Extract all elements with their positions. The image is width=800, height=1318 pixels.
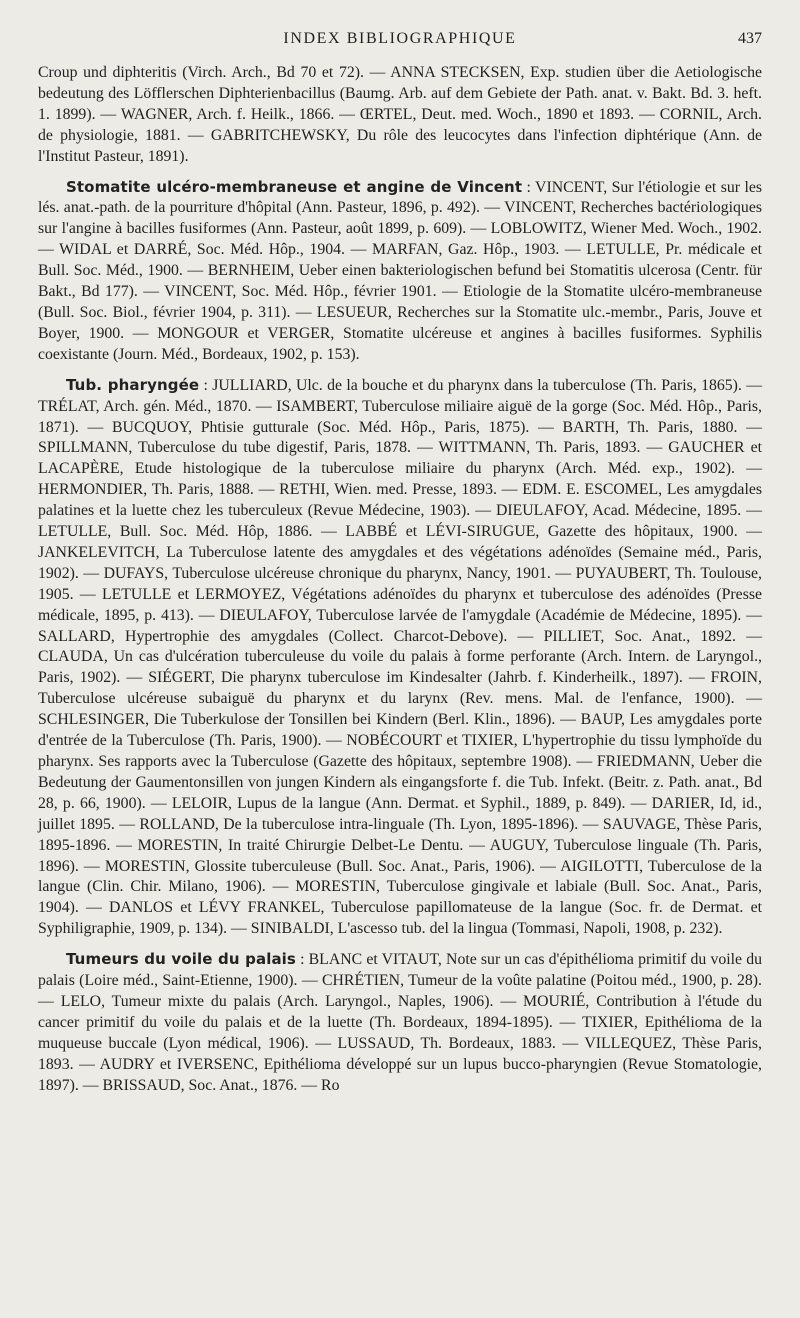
section-heading: Tub. pharyngée	[66, 375, 200, 394]
paragraph-text: : VINCENT, Sur l'étiologie et sur les lés. anat.-path. de la pourriture d'hôpital (Ann. Pasteur, 1896, p. 492). — VINCENT, Recherches bactériologiques sur l'angine à bacilles fusiformes (Ann. Pasteur, août 1899, p. 609). — LOBLOWITZ, Wiener Med. Woch., 1902. — WIDAL et DARRÉ, Soc. Méd. Hôp., 1904. — MARFAN, Gaz. Hôp., 1903. — LETULLE, Pr. médicale et Bull. Soc. Méd., 1900. — BERNHEIM, Ueber einen bakteriologischen befund bei Stomatitis ulcerosa (Centr. für Bakt., Bd 177). — VINCENT, Soc. Méd. Hôp., février 1901. — Etiologie de la Stomatite ulcéro-membraneuse (Bull. Soc. Biol., février 1904, p. 311). — LESUEUR, Recherches sur la Stomatite ulc.-membr., Paris, Jouve et Boyer, 1900. — MONGOUR et VERGER, Stomatite ulcéreuse et angines à bacilles fusiformes. Syphilis coexistante (Journ. Méd., Bordeaux, 1902, p. 153).	[38, 178, 762, 363]
page-header	[38, 30, 762, 56]
paragraph-text: Croup und diphteritis (Virch. Arch., Bd 70 et 72). — ANNA STECKSEN, Exp. studien über die Aetiologische bedeutung des Löfflerschen Diphterienbacillus (Baumg. Arb. auf dem Gebiete der Path. anat. v. Bakt. Bd. 3. heft. 1. 1899). — WAGNER, Arch. f. Heilk., 1866. — ŒRTEL, Deut. med. Woch., 1890 et 1893. — CORNIL, Arch. de physiologie, 1881. — GABRITCHEWSKY, Du rôle des leucocytes dans l'infection diphtérique (Ann. de l'Institut Pasteur, 1891).	[38, 64, 762, 165]
bibliography-paragraph	[38, 375, 762, 940]
bibliography-paragraph	[38, 177, 762, 366]
bibliography-body	[38, 63, 762, 1097]
paragraph-text: : JULLIARD, Ulc. de la bouche et du pharynx dans la tuberculose (Th. Paris, 1865). — TRÉLAT, Arch. gén. Méd., 1870. — ISAMBERT, Tuberculose miliaire aiguë de la gorge (Soc. Méd. Hôp., Paris, 1871). — BUCQUOY, Phtisie gutturale (Soc. Méd. Hôp., Paris, 1875). — BARTH, Th. Paris, 1880. — SPILLMANN, Tuberculose du tube digestif, Paris, 1878. — WITTMANN, Th. Paris, 1893. — GAUCHER et LACAPÈRE, Etude histologique de la tuberculose miliaire du pharynx (Arch. Méd. exp., 1902). — HERMONDIER, Th. Paris, 1888. — RETHI, Wien. med. Presse, 1893. — EDM. E. ESCOMEL, Les amygdales palatines et la luette chez les tuberculeux (Revue Médecine, 1903). — DIEULAFOY, Acad. Médecine, 1895. — LETULLE, Bull. Soc. Méd. Hôp, 1886. — LABBÉ et LÉVI-SIRUGUE, Gazette des hôpitaux, 1900. — JANKELEVITCH, La Tuberculose latente des amygdales et des végétations adénoïdes (Semaine méd., Paris, 1902). — DUFAYS, Tuberculose ulcéreuse chronique du pharynx, Nancy, 1901. — PUYAUBERT, Th. Toulouse, 1905. — LETULLE et LERMOYEZ, Végétations adénoïdes du pharynx et tuberculose des adénoïdes (Presse médicale, 1895, p. 413). — DIEULAFOY, Tuberculose larvée de l'amygdale (Académie de Médecine, 1895). — SALLARD, Hypertrophie des amygdales (Collect. Charcot-Debove). — PILLIET, Soc. Anat., 1892. — CLAUDA, Un cas d'ulcération tuberculeuse du voile du palais à forme perforante (Arch. Intern. de Laryngol., Paris, 1902). — SIÉGERT, Die pharynx tuberculose im Kindesalter (Jahrb. f. Kinderheilk., 1897). — FROIN, Tuberculose ulcéreuse subaiguë du pharynx et du larynx (Rev. mens. Mal. de l'enfance, 1900). — SCHLESINGER, Die Tuberkulose der Tonsillen bei Kindern (Berl. Klin., 1896). — BAUP, Les amygdales porte d'entrée de la Tuberculose (Th. Paris, 1900). — NOBÉCOURT et TIXIER, L'hypertrophie du tissu lymphoïde du pharynx. Ses rapports avec la Tuberculose (Gazette des hôpitaux, septembre 1908). — FRIEDMANN, Ueber die Bedeutung der Gaumentonsillen von jungen Kindern als eingangsforte f. die Tub. Infekt. (Beitr. z. Path. anat., Bd 28, p. 66, 1900). — LELOIR, Lupus de la langue (Ann. Dermat. et Syphil., 1889, p. 849). — DARIER, Id, id., juillet 1895. — ROLLAND, De la tuberculose intra-linguale (Th. Lyon, 1895-1896). — SAUVAGE, Thèse Paris, 1895-1896. — MORESTIN, In traité Chirurgie Delbet-Le Dentu. — AUGUY, Tuberculose linguale (Th. Paris, 1896). — MORESTIN, Glossite tuberculeuse (Bull. Soc. Anat., Paris, 1906). — AIGILOTTI, Tuberculose de la langue (Clin. Chir. Milano, 1906). — MORESTIN, Tuberculose gingivale et labiale (Bull. Soc. Anat., Paris, 1904). — DANLOS et LÉVY FRANKEL, Tuberculose papillomateuse de la langue (Soc. fr. de Dermat. et Syphiligraphie, 1909, p. 134). — SINIBALDI, L'ascesso tub. del la lingua (Tommasi, Napoli, 1908, p. 232).	[38, 376, 762, 938]
section-heading: Tumeurs du voile du palais	[66, 950, 296, 969]
section-heading: Stomatite ulcéro-membraneuse et angine de Vincent	[66, 177, 523, 196]
bibliography-paragraph	[38, 63, 762, 168]
paragraph-text: : BLANC et VITAUT, Note sur un cas d'épithélioma primitif du voile du palais (Loire méd., Saint-Etienne, 1900). — CHRÉTIEN, Tumeur de la voûte palatine (Poitou méd., 1900, p. 28). — LELO, Tumeur mixte du palais (Arch. Laryngol., Naples, 1906). — MOURIÉ, Contribution à l'étude du cancer primitif du voile du palais et de la luette (Th. Bordeaux, 1894-1895). — TIXIER, Epithélioma de la muqueuse buccale (Lyon médical, 1906). — LUSSAUD, Th. Bordeaux, 1883. — VILLEQUEZ, Thèse Paris, 1893. — AUDRY et IVERSENC, Epithélioma développé sur un lupus bucco-pharyngien (Revue Stomatologie, 1897). — BRISSAUD, Soc. Anat., 1876. — Ro	[38, 951, 762, 1094]
running-title: INDEX BIBLIOGRAPHIQUE	[283, 30, 517, 47]
page-number: 437	[738, 30, 762, 47]
bibliography-paragraph	[38, 949, 762, 1096]
